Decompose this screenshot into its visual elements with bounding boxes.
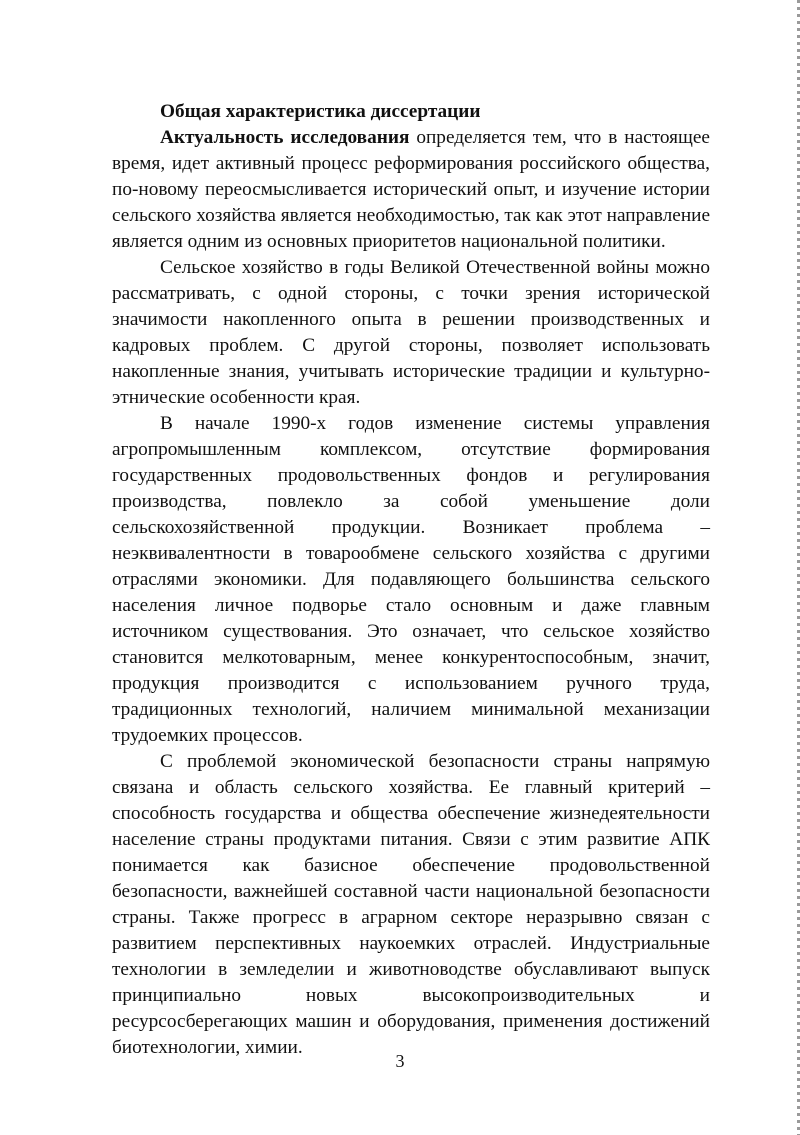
page-number: 3 (395, 1051, 405, 1071)
paragraph-1990s-changes: В начале 1990-х годов изменение системы управления агропромышленным комплексом, отсутствие формирования государственных продовольственных фондов и регулирования производства, повлекло за собой уменьшение доли сельскохозяйственной продукции. Возникает проблема – неэквивалентности в товарообмене сельского хозяйства с другими отраслями экономики. Для подавляющего большинства сельского населения личное подворье стало основным и даже главным источником существования. Это означает, что сельское хозяйство становится мелкотоварным, менее конкурентоспособным, значит, продукция производится с использованием ручного труда, традиционных технологий, наличием минимальной механизации трудоемких процессов. (112, 413, 710, 746)
paragraph-economic-security: С проблемой экономической безопасности страны напрямую связана и область сельского хозяйства. Ее главный критерий – способность государства и общества обеспечение жизнедеятельности население страны продуктами питания. Связи с этим развитие АПК понимается как базисное обеспечение продовольственной безопасности, важнейшей составной части национальной безопасности страны. Также прогресс в аграрном секторе неразрывно связан с развитием перспективных наукоемких отраслей. Индустриальные технологии в земледелии и животноводстве обуславливают выпуск принципиально новых высокопроизводительных и ресурсосберегающих машин и оборудования, применения достижений биотехнологии, химии. (112, 751, 710, 1058)
document-body (112, 99, 710, 1061)
paragraph-wartime-agriculture: Сельское хозяйство в годы Великой Отечественной войны можно рассматривать, с одной стороны, с точки зрения исторической значимости накопленного опыта в решении производственных и кадровых проблем. С другой стороны, позволяет использовать накопленные знания, учитывать исторические традиции и культурно-этнические особенности края. (112, 257, 710, 408)
section-heading: Общая характеристика диссертации (160, 101, 481, 122)
relevance-lead: Актуальность исследования (160, 127, 410, 148)
paragraph-relevance (112, 125, 710, 255)
relevance-text: определяется тем, что в настоящее время, идет активный процесс реформирования российского общества, по-новому переосмысливается исторический опыт, и изучение истории сельского хозяйства является необходимостью, так как этот направление является одним из основных приоритетов национальной политики. (112, 127, 711, 252)
